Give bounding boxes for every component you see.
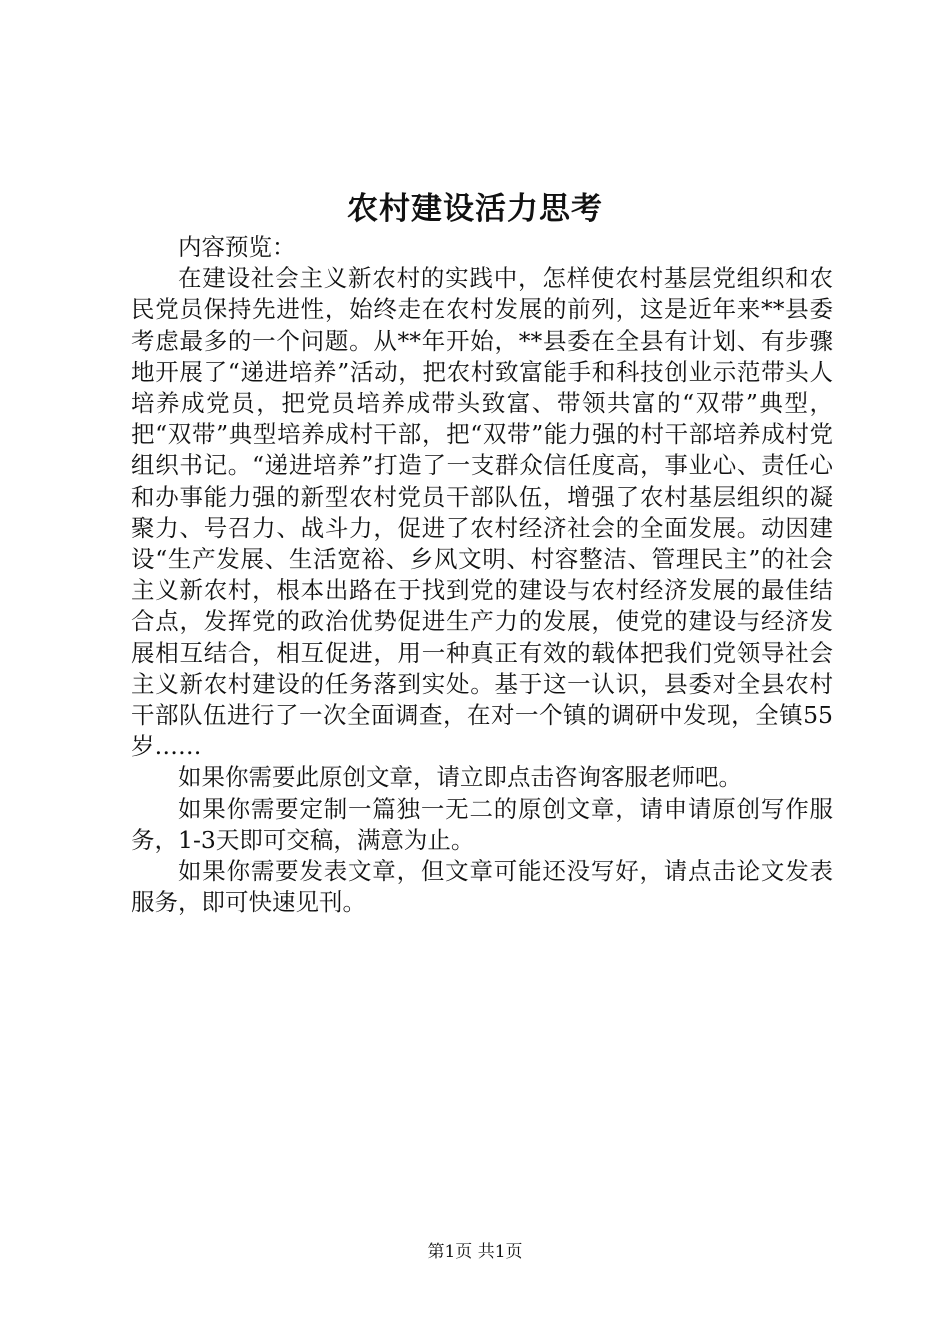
- body-paragraph-publish: 如果你需要发表文章，但文章可能还没写好，请点击论文发表服务，即可快速见刊。: [131, 857, 833, 917]
- preview-label: 内容预览：: [178, 233, 296, 261]
- body-paragraph-consult: 如果你需要此原创文章，请立即点击咨询客服老师吧。: [178, 763, 742, 792]
- body-paragraph-custom: 如果你需要定制一篇独一无二的原创文章，请申请原创写作服务，1-3天即可交稿，满意为止。: [131, 794, 833, 854]
- body-paragraph-main: 在建设社会主义新农村的实践中，怎样使农村基层党组织和农民党员保持先进性，始终走在农村发展的前列，这是近年来**县委考虑最多的一个问题。从**年开始，**县委在全县有计划、有步骤地开展了“递进培养”活动，把农村致富能手和科技创业示范带头人培养成党员，把党员培养成带头致富、带领共富的“双带”典型，把“双带”典型培养成村干部，把“双带”能力强的村干部培养成村党组织书记。“递进培养”打造了一支群众信任度高，事业心、责任心和办事能力强的新型农村党员干部队伍，增强了农村基层组织的凝聚力、号召力、战斗力，促进了农村经济社会的全面发展。动因建设“生产发展、生活宽裕、乡风文明、村容整洁、管理民主”的社会主义新农村，根本出路在于找到党的建设与农村经济发展的最佳结合点，发挥党的政治优势促进生产力的发展，使党的建设与经济发展相互结合，相互促进，用一种真正有效的载体把我们党领导社会主义新农村建设的任务落到实处。基于这一认识，县委对全县农村干部队伍进行了一次全面调查，在对一个镇的调研中发现，全镇55岁……: [131, 264, 833, 761]
- document-title: 农村建设活力思考: [347, 191, 603, 227]
- document-body: [131, 232, 833, 918]
- page-footer: 第1页 共1页: [427, 1242, 523, 1262]
